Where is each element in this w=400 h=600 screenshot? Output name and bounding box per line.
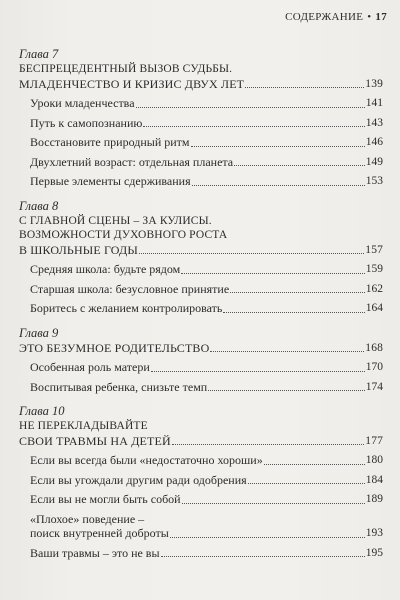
entry-title: Если вы угождали другим ради одобрения <box>30 472 247 487</box>
chapter-title-line: БЕСПРЕЦЕДЕНТНЫЙ ВЫЗОВ СУДЬБЫ. <box>19 63 233 75</box>
dot-leader <box>170 537 365 538</box>
running-head-title: СОДЕРЖАНИЕ <box>285 11 364 23</box>
dot-leader <box>181 273 364 274</box>
toc-entry[interactable] <box>19 453 383 468</box>
chapter-label: Глава 8 <box>19 198 59 213</box>
entry-title: Если вы не могли быть собой <box>30 492 181 506</box>
toc-entry[interactable] <box>19 546 383 561</box>
toc-entry[interactable] <box>19 116 383 131</box>
dot-leader <box>139 253 364 254</box>
entry-title: Особенная роль матери <box>30 360 150 374</box>
table-of-contents <box>19 47 383 570</box>
chapter-title-line: СВОИ ТРАВМЫ НА ДЕТЕЙ <box>19 433 171 448</box>
dot-leader <box>151 371 365 372</box>
page-number: 170 <box>365 361 383 373</box>
toc-entry[interactable] <box>19 526 383 541</box>
entry-title: Ваши травмы – это не вы <box>30 545 160 560</box>
dot-leader <box>191 146 365 147</box>
entry-title: Восстановите природный ритм <box>30 135 190 149</box>
page-number: 195 <box>365 546 383 559</box>
chapter-9 <box>19 326 383 395</box>
entry-title-line: «Плохое» поведение – <box>30 511 145 526</box>
page-number: 184 <box>365 473 383 486</box>
toc-entry[interactable] <box>19 301 383 316</box>
chapter-title-entry[interactable] <box>19 434 383 449</box>
entry-title: Боритесь с желанием контролировать <box>30 301 223 315</box>
running-head <box>285 11 387 23</box>
page-number: 168 <box>365 341 383 354</box>
chapter-10 <box>19 404 383 560</box>
page-number: 177 <box>365 434 383 447</box>
toc-entry[interactable] <box>19 282 383 297</box>
dot-leader <box>136 107 365 108</box>
dot-leader <box>264 464 365 465</box>
chapter-title-entry[interactable] <box>19 77 383 92</box>
chapter-title-entry[interactable] <box>19 341 383 356</box>
chapter-title-line: ЭТО БЕЗУМНОЕ РОДИТЕЛЬСТВО <box>19 340 210 355</box>
dot-leader <box>172 444 365 445</box>
entry-title: Средняя школа: будьте рядом <box>30 262 181 276</box>
page-number: 193 <box>365 527 383 539</box>
entry-title: Путь к самопознанию <box>30 115 143 130</box>
page-number: 189 <box>365 493 383 505</box>
page-number: 174 <box>365 380 383 393</box>
dot-leader <box>208 390 365 391</box>
page-number: 157 <box>365 243 383 256</box>
entry-title: Если вы всегда были «недостаточно хороши» <box>30 453 263 467</box>
dot-leader <box>210 351 364 352</box>
page-number: 159 <box>365 263 383 275</box>
toc-entry[interactable] <box>19 380 383 395</box>
entry-title: Воспитывая ребенка, снизьте темп <box>30 379 208 394</box>
page-number: 139 <box>365 77 383 90</box>
chapter-title-line: ВОЗМОЖНОСТИ ДУХОВНОГО РОСТА <box>19 229 228 241</box>
bullet-separator: • <box>367 11 372 23</box>
chapter-label: Глава 7 <box>19 47 59 61</box>
running-head-page-number: 17 <box>375 11 387 23</box>
dot-leader <box>192 185 365 186</box>
dot-leader <box>182 503 365 504</box>
chapter-title-line: В ШКОЛЬНЫЕ ГОДЫ <box>19 242 138 257</box>
chapter-title-line: НЕ ПЕРЕКЛАДЫВАЙТЕ <box>19 420 148 432</box>
page-number: 162 <box>365 282 383 295</box>
entry-title: Уроки младенчества <box>30 96 135 110</box>
chapter-title-line: МЛАДЕНЧЕСТВО И КРИЗИС ДВУХ ЛЕТ <box>19 76 245 91</box>
entry-title: Двухлетний возраст: отдельная планета <box>30 154 234 169</box>
page-number: 146 <box>365 136 383 148</box>
dot-leader <box>161 556 365 557</box>
toc-entry[interactable] <box>19 155 383 170</box>
page-number: 141 <box>365 97 383 109</box>
page-number: 149 <box>365 155 383 168</box>
dot-leader <box>234 165 365 166</box>
chapter-title-entry[interactable] <box>19 243 383 258</box>
toc-entry[interactable] <box>19 262 383 277</box>
toc-entry[interactable] <box>19 360 383 375</box>
toc-entry[interactable] <box>19 473 383 488</box>
chapter-label: Глава 10 <box>19 404 65 418</box>
toc-entry[interactable] <box>19 135 383 150</box>
toc-entry[interactable] <box>19 174 383 189</box>
chapter-7 <box>19 47 383 189</box>
chapter-title-line: С ГЛАВНОЙ СЦЕНЫ – ЗА КУЛИСЫ. <box>19 214 212 227</box>
chapter-label: Глава 9 <box>19 325 59 340</box>
page-number: 143 <box>365 116 383 129</box>
toc-entry[interactable] <box>19 492 383 507</box>
dot-leader <box>248 483 365 484</box>
chapter-8 <box>19 199 383 316</box>
dot-leader <box>223 312 364 313</box>
entry-title: Первые элементы сдерживания <box>30 174 191 188</box>
dot-leader <box>230 292 365 293</box>
toc-entry[interactable] <box>19 96 383 111</box>
entry-title: Старшая школа: безусловное принятие <box>30 281 230 296</box>
page-number: 180 <box>365 454 383 466</box>
dot-leader <box>143 126 364 127</box>
page-number: 153 <box>365 175 383 187</box>
dot-leader <box>245 87 364 88</box>
page-number: 164 <box>365 302 383 314</box>
entry-title-line: поиск внутренней доброты <box>30 526 169 540</box>
